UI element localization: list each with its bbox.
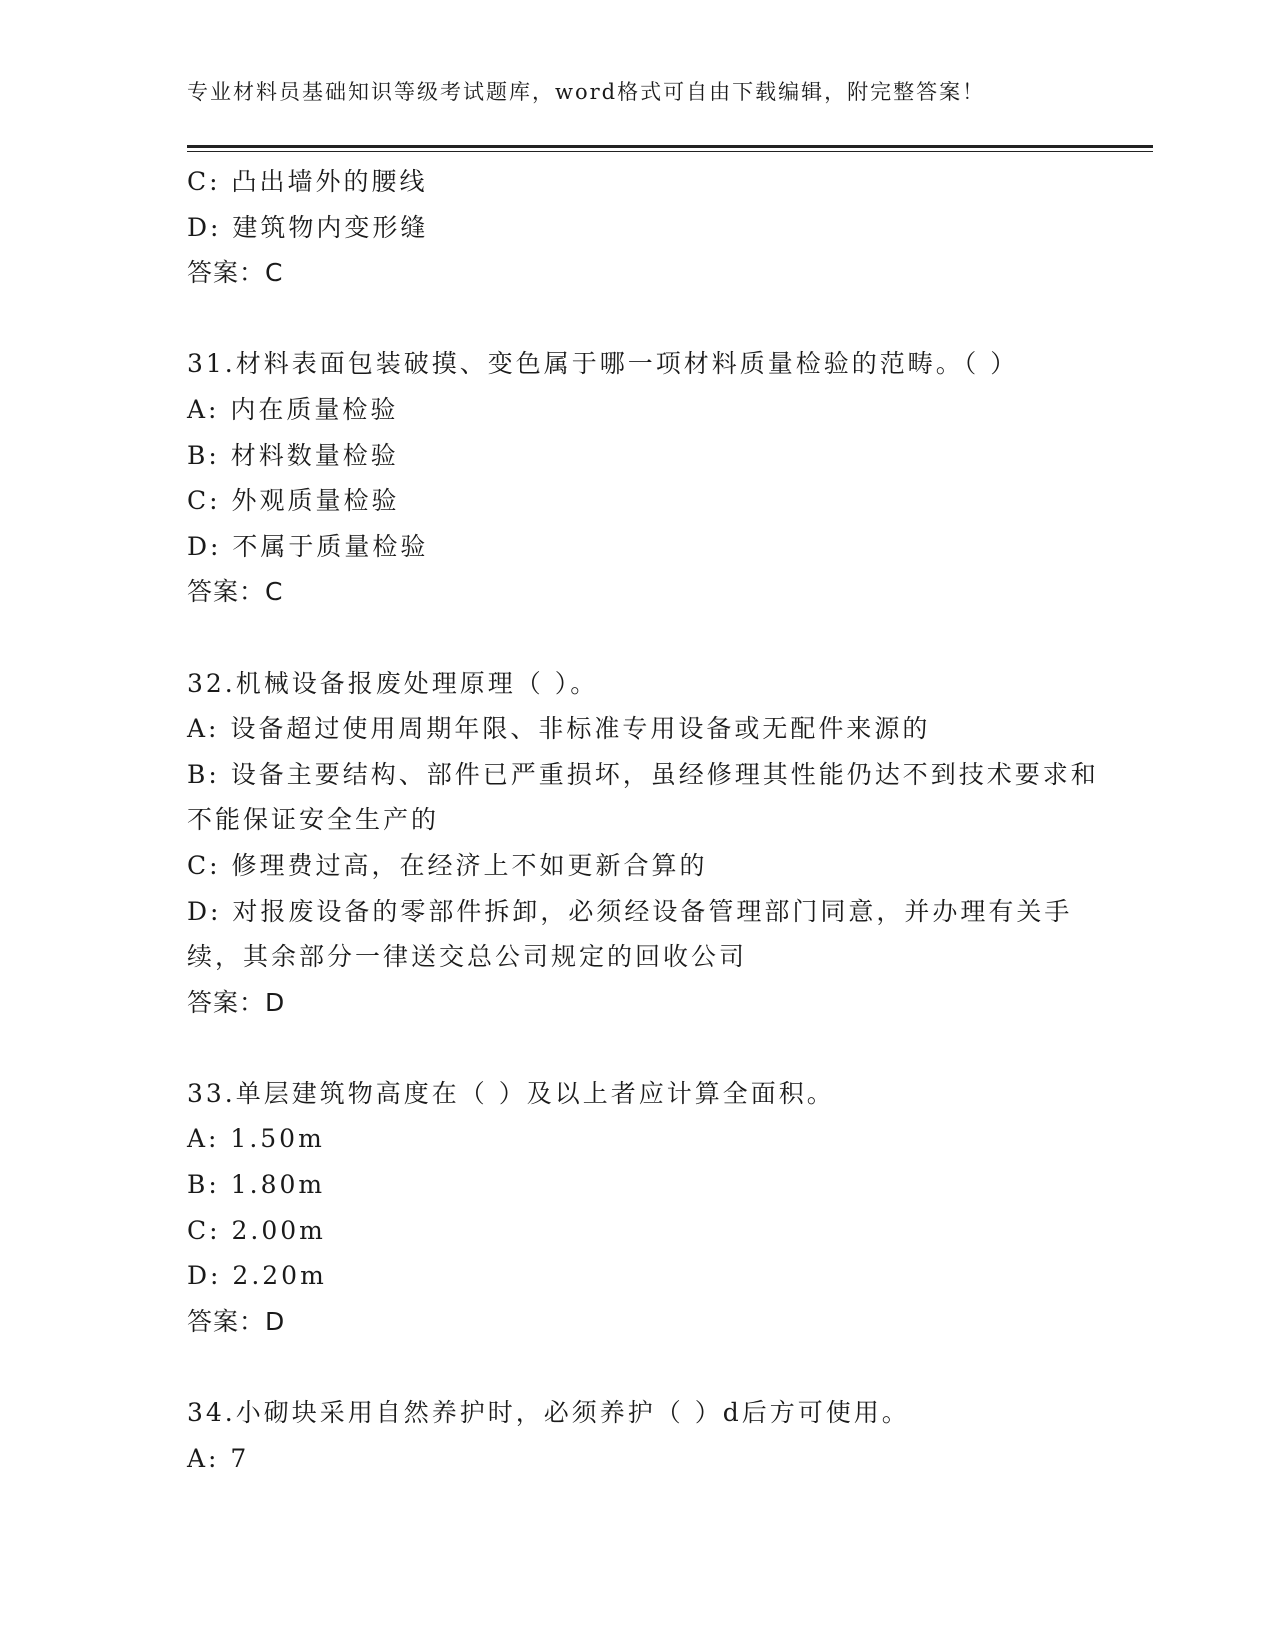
option-item: C: 2.00m	[187, 1215, 326, 1245]
option-item: B: 设备主要结构、部件已严重损坏，虽经修理其性能仍达不到技术要求和不能保证安全生产的	[187, 759, 1099, 835]
option-item: A: 设备超过使用周期年限、非标准专用设备或无配件来源的	[187, 714, 931, 744]
question-list	[187, 159, 1107, 1481]
answer-line: 答案：C	[187, 577, 284, 607]
question-stem: 31.材料表面包装破摸、变色属于哪一项材料质量检验的范畴。（ ）	[187, 349, 1019, 379]
option-item: A: 内在质量检验	[187, 394, 399, 424]
option-item: C: 外观质量检验	[187, 486, 400, 516]
header-rule-thick	[187, 145, 1153, 148]
answer-line: 答案：D	[187, 987, 286, 1017]
question-stem: 34.小砌块采用自然养护时，必须养护（ ）d后方可使用。	[187, 1398, 910, 1428]
option-item: B: 材料数量检验	[187, 440, 399, 470]
answer-line: 答案：D	[187, 1306, 286, 1336]
option-item: C: 修理费过高，在经济上不如更新合算的	[187, 850, 708, 880]
option-item: C: 凸出墙外的腰线	[187, 167, 428, 196]
option-item: A: 7	[187, 1443, 250, 1473]
question-stem: 32.机械设备报废处理原理（ ）。	[187, 668, 599, 698]
option-item: D: 对报废设备的零部件拆卸，必须经设备管理部门同意，并办理有关手续，其余部分一律送交总公司规定的回收公司	[187, 896, 1073, 972]
answer-line: 答案：C	[187, 258, 284, 288]
header-note: 专业材料员基础知识等级考试题库，word格式可自由下载编辑，附完整答案！	[187, 80, 986, 104]
option-item: D: 不属于质量检验	[187, 531, 429, 561]
header-rule-thin	[187, 151, 1153, 152]
question-stem: 33.单层建筑物高度在（ ）及以上者应计算全面积。	[187, 1078, 835, 1108]
option-item: D: 建筑物内变形缝	[187, 212, 429, 242]
option-item: B: 1.80m	[187, 1170, 326, 1200]
option-item: D: 2.20m	[187, 1261, 327, 1291]
option-item: A: 1.50m	[187, 1124, 325, 1154]
